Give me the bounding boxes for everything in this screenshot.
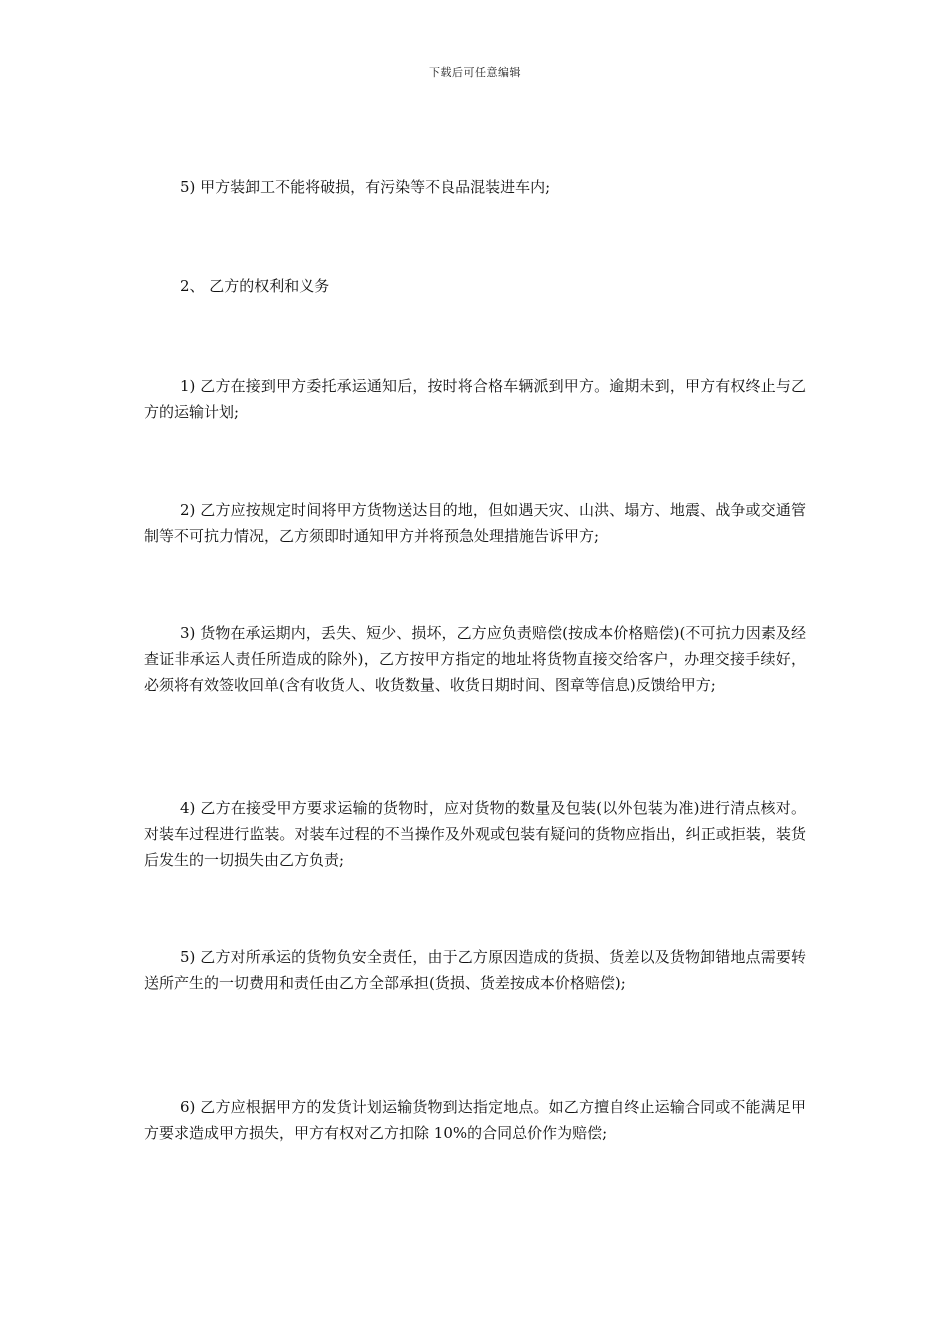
clause-party-b-item-5: 5) 乙方对所承运的货物负安全责任，由于乙方原因造成的货损、货差以及货物卸错地点需要转送所产生的一切费用和责任由乙方全部承担(货损、货差按成本价格赔偿);	[144, 948, 806, 992]
clause-party-b-item-1: 1) 乙方在接到甲方委托承运通知后，按时将合格车辆派到甲方。逾期未到，甲方有权终止与乙方的运输计划;	[144, 377, 806, 421]
clause-party-b-item-3: 3) 货物在承运期内，丢失、短少、损坏，乙方应负责赔偿(按成本价格赔偿)(不可抗力因素及经查证非承运人责任所造成的除外)，乙方按甲方指定的地址将货物直接交给客户，办理交接手续好，必须将有效签收回单(含有收货人、收货数量、收货日期时间、图章等信息)反馈给甲方;	[144, 624, 806, 694]
clause-party-b-item-6: 6) 乙方应根据甲方的发货计划运输货物到达指定地点。如乙方擅自终止运输合同或不能满足甲方要求造成甲方损失，甲方有权对乙方扣除 10%的合同总价作为赔偿;	[144, 1098, 806, 1142]
section-heading-party-b: 2、 乙方的权利和义务	[180, 277, 330, 295]
clause-party-b-item-4: 4) 乙方在接受甲方要求运输的货物时，应对货物的数量及包装(以外包装为准)进行清点核对。对装车过程进行监装。对装车过程的不当操作及外观或包装有疑问的货物应指出，纠正或拒装，装货后发生的一切损失由乙方负责;	[144, 799, 806, 869]
clause-party-a-item-5: 5) 甲方装卸工不能将破损，有污染等不良品混装进车内;	[180, 178, 551, 196]
page-header: 下载后可任意编辑	[429, 66, 521, 79]
clause-party-b-item-2: 2) 乙方应按规定时间将甲方货物送达目的地，但如遇天灾、山洪、塌方、地震、战争或交通管制等不可抗力情况，乙方须即时通知甲方并将预急处理措施告诉甲方;	[144, 501, 806, 545]
